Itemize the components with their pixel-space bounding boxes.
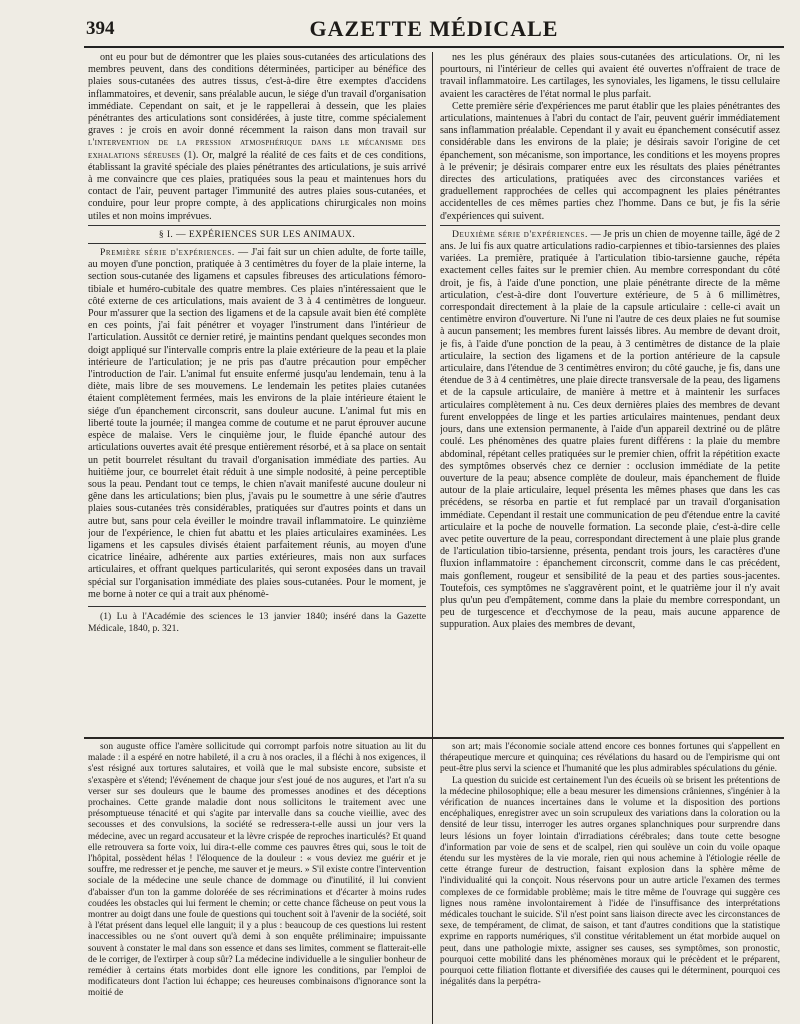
paragraph: La question du suicide est certainement l'un des écueils où se brisent les prétentions de la médecine philosophique; elle a beau mesurer les dimensions crâniennes, s'ingénier à la vérification de nuances incertaines dans le volume et la disposition des portions encéphaliques, enregistrer avec un soin scrupuleux des variations dans la coloration ou la densité de leur tissu, interroger les autres organes splanchniques pour surprendre dans leurs lésions un foyer lointain d'irradiations cérébrales; dans toute cette besogne d'information par voie de sens et de scalpel, rien qui soulève un coin du voile opaque étendu sur les mystères de la vie morale, rien qui nous achemine à l'étiologie réelle de cette étrange fureur de destruction, faisant explosion dans la sphère même de l'individualité qui la conçoit. Nous réservons pour un autre article l'examen des termes complexes de ce formidable problème; mais le titre même de l'ouvrage qui suggère ces lignes nous ramène involontairement à l'idée de l'insuffisance des interprétations médicales touchant le suicide. S'il n'est point sans liaison directe avec les circonstances de sexe, de tempérament, de climat, de saison, et tant d'autres conditions que la statistique exprime en rapports numériques, s'il constitue véritablement un état morbide auquel on peut, dans une pathologie mixte, assigner ses causes, ses symptômes, son pronostic, pourquoi cette mobilité dans les phénomènes moraux qui le précèdent et le préparent, pourquoi cette filiation flottante et diversifiée des causes qui le déterminent, pourquoi ces inégalités dans la perpétra- bbox=[440, 775, 780, 988]
section-rule bbox=[440, 225, 780, 226]
series-lead: Deuxième série d'expériences. bbox=[452, 228, 589, 240]
section-rule bbox=[88, 243, 426, 244]
footnote: (1) Lu à l'Académie des sciences le 13 janvier 1840; inséré dans la Gazette Médicale, 1840, p. 321. bbox=[88, 610, 426, 634]
page-number: 394 bbox=[86, 18, 115, 39]
paragraph: son auguste office l'amère sollicitude qui corrompt parfois notre situation au lit du malade : il a espéré en notre habileté, il a cru à nos oracles, il a fléchi à nos exigences, il s'est résigné aux tortures salutaires, et voilà que le mal subsiste encore, subsiste et s'exaspère et s'étend; l'événement de chaque jour s'est joué de nos augures, et l'art n'a su verser sur ses douleurs que le baume des promesses anodines et des déceptions prochaines. Cette grande maladie dont nous sollicitons le traitement avec une présomptueuse ténacité et qui s'agite par intervalle dans sa couche vieillie, avec des secousses et des convulsions, la société se redressera-t-elle aussi un jour vers la médecine, avec un regard accusateur et la lèvre crispée de reproches inarticulés? Et quand elle retrouvera sa forte voix, lui dira-t-elle comme ces pauvres êtres qui, sous le toit de l'hôpital, possèdent hélas ! l'éloquence de la douleur : « vous deviez me guérir et je souffre, me redresser et je penche, me sauver et je meurs. » S'il existe contre l'intervention sociale de la médecine une seule chance de dommage ou d'inutilité, il lui convient d'abaisser d'un ton la gamme doloréée de ses récriminations et d'écarter à moins rudes coudées les obstacles qui lui ferment le chemin; or cette chance fâcheuse on peut vous la montrer au doigt dans une foule de questions qui touchent soit à l'avenir de la société, soit à l'état présent dans lequel elle languit; il y a plus : beaucoup de ces questions lui restent inaccessibles ou ne s'ont ouvert qu'à demi à son enquête préliminaire; impuissante souvent à constater le mal dans son essence et dans ses limites, comment se flatterait-elle de le corriger, de l'extirper à coup sûr? La médecine individuelle a le singulier bonheur de remédier à certains états morbides dont elle ignore les conditions, par l'emploi de modificateurs dont l'action lui échappe; ces heureuses combinaisons d'ignorance sont la moitié de bbox=[88, 742, 426, 999]
page-header bbox=[84, 10, 784, 48]
paragraph: ont eu pour but de démontrer que les plaies sous-cutanées des articulations des membres peuvent, dans des conditions déterminées, participer au bénéfice des plaies sous-cutanées des autres tissus, c'est-à-dire être exemptes d'accidens inflammatoires, et devenir, sans préalable aucun, le siége d'un travail d'organisation immédiate. Cependant on sait, et je le rappellerai à dessein, que les plaies pénétrantes des articulations sont considérées, à juste titre, comme spécialement graves : je crois en avoir donné récemment la raison dans mon travail sur l'intervention de la pression atmosphérique dans le mécanisme des exhalations séreuses (1). Or, malgré la réalité de ces faits et de ces conditions, établissant la gravité spéciale des plaies pénétrantes des articulations, je suis arrivé à me convaincre que ces plaies, pratiquées sous la peau et maintenues hors du contact de l'air, peuvent partager l'immunité des autres plaies sous-cutanées, et conduire, pour leur propre compte, à des applications chirurgicales non moins utiles et non moins imprévues. bbox=[88, 52, 426, 222]
paragraph: Cette première série d'expériences me parut établir que les plaies pénétrantes des articulations, maintenues à l'abri du contact de l'air, peuvent guérir immédiatement sans inflammation préalable. Cependant il y avait eu épanchement consécutif assez considérable dans les environs de la plaie; je désirais savoir l'origine de cet épanchement, son mécanisme, son importance, les conditions et les moyens propres à le prévenir; je désirais comparer entre eux les résultats des plaies pénétrantes directes des articulations, pratiquées avec des circonstances variées et graduellement rapprochées de celles qui accompagnent les plaies pénétrantes accidentelles de ces mêmes parties chez l'homme. Dans ce but, je fis la série d'expériences qui suivent. bbox=[440, 100, 780, 222]
paragraph: son art; mais l'économie sociale attend encore ces bonnes fortunes qui s'appellent en thérapeutique mercure et quinquina; ces révélations du hasard ou de l'empirisme qui ont peut-être plus servi la science et l'humanité que les plus admirables spéculations du génie. bbox=[440, 742, 780, 775]
paragraph: nes les plus généraux des plaies sous-cutanées des articulations. Or, ni les pourtours, ni l'intérieur de celles qui avaient été ouvertes n'offraient de trace de travail inflammatoire. Les cartilages, les synoviales, les ligamens, le tissu cellulaire avaient les caractères de l'état normal le plus parfait. bbox=[440, 52, 780, 100]
emphasis-caps: l'intervention de la pression atmosphérique dans le mécanisme des exhalations séreuses bbox=[88, 137, 426, 161]
article-column-right bbox=[440, 52, 780, 740]
footnote-rule bbox=[88, 606, 426, 607]
masthead-title: GAZETTE MÉDICALE bbox=[309, 16, 559, 41]
article-column-left bbox=[88, 52, 426, 700]
column-divider bbox=[432, 52, 433, 1024]
series-lead: Première série d'expériences. bbox=[100, 247, 235, 259]
feuilleton-column-left bbox=[88, 742, 426, 1024]
paragraph: Première série d'expériences. — J'ai fait sur un chien adulte, de forte taille, au moyen d'une ponction, pratiquée à 3 centimètres du foyer de la plaie interne, la section sous-cutanée des ligamens et capsules fibreuses des articulations fémoro-tibiale et huméro-cubitale des quatre membres. Ces plaies n'intéressaient que le côté externe de ces articulations, mais avaient de 3 à 4 centimètres de longueur. Pour m'assurer que la section des ligamens et de la capsule avait bien été complète en ces points, j'ai fait pénétrer et voyager l'instrument dans l'intérieur de l'articulation. Aussitôt ce dernier retiré, je maintins pendant quelques secondes mon doigt appliqué sur l'intervalle compris entre la plaie extérieure de la peau et la plaie intérieure de l'articulation; je ne pris pas d'autre précaution pour empêcher l'introduction de l'air. L'animal fut ensuite enfermé jusqu'au lendemain, tenu à la diète, mais libre de ses mouvemens. Le lendemain les petites plaies cutanées étaient complètement fermées, mais les environs de la plaie intérieure étaient le siége d'un épanchement circonscrit, sans douleur aucune. L'animal fut mis en liberté toute la journée; il mangea comme de coutume et ne parut éprouver aucune espèce de malaise. Vers le cinquième jour, le fluide épanché autour des articulations ouvertes avait été presque entièrement résorbé, et à sa place on sentait un petit bourrelet résultant du travail d'organisation immédiate des parties. Au huitième jour, ce bourrelet était réduit à une simple nodosité, à peine perceptible sous la peau. Pendant tout ce temps, le chien n'avait manifesté aucune douleur ni gêne dans les articulations; bien plus, j'avais pu le soumettre à une série d'autres plaies sous-cutanées très considérables, pratiquées sur d'autres points et dans un autre but, sans pour cela éveiller le moindre travail inflammatoire. Le quinzième jour de l'expérience, le chien fut abattu et les plaies articulaires examinées. Les ligamens et les capsules divisés étaient parfaitement réunis, au moyen d'une cicatrice linéaire, adhérente aux parties extérieures, mais non aux surfaces articulaires, et offrant quelques particularités, qui seront exposées dans un travail spécial sur l'organisation immédiate des plaies sous-cutanées. Pour le moment, je me borne à noter ce qui a trait aux phénomè- bbox=[88, 247, 426, 600]
section-rule bbox=[88, 225, 426, 226]
feuilleton-column-right bbox=[440, 742, 780, 1024]
paragraph: Deuxième série d'expériences. — Je pris un chien de moyenne taille, âgé de 2 ans. Je lui fis aux quatre articulations radio-carpiennes et tibio-tarsiennes des plaies variées. La première, pratiquée à l'articulation tibio-tarsienne gauche, répéta exactement celles faites sur le premier chien. Au membre correspondant du côté droit, je fis, à l'aide d'une ponction, une plaie pénétrante directe de la même articulation, c'est-à-dire dont l'ouverture extérieure, de 5 à 6 millimètres, correspondait directement à la plaie de la capsule articulaire : celle-ci avait un centimètre environ d'ouverture. Ni l'une ni l'autre de ces deux plaies ne fut soumise à aucun pansement; les membres furent laissés libres. Au membre de devant droit, je fis, à l'aide d'une ponction de la peau, à 3 centimètres de distance de la plaie articulaire, la section des ligamens et de la portion antérieure de la capsule articulaire, dans l'étendue de 3 centimètres environ; du côté gauche, je fis, dans une étendue de 3 à 4 centimètres, une plaie directe transversale de la peau, des ligamens et de la capsule articulaire, de manière à mettre et à maintenir les surfaces articulaires complètement à nu. Ces deux dernières plaies des membres de devant furent enveloppées de linge et les parties articulaires maintenues, pendant deux jours, dans une extension permanente, à l'aide d'un appareil dextriné ou de plâtre coulé. Les phénomènes des quatre plaies furent différens : la plaie du membre abdominal, répétant celles pratiquées sur le premier chien, offrit la répétition exacte des symptômes observés chez ce dernier : occlusion immédiate de la petite ouverture de la peau; absence complète de douleur, mais épanchement de fluide autour de la plaie articulaire, lequel présenta les mêmes phases que dans les cas précédens, se résorba en partie et fut remplacé par un travail d'organisation immédiate. Cependant il restait une communication de peu d'étendue entre la cavité articulaire et la poche de nouvelle formation. La seconde plaie, c'est-à-dire celle avec petite ouverture de la peau, correspondant directement à une plaie plus grande de l'articulation tibio-tarsienne, présenta, pendant trois jours, les caractères d'une fluxion inflammatoire : épanchement circonscrit, comme dans le cas précédent, mais gonflement, rougeur et sensibilité de la peau et des parties sous-jacentes. Toutefois, ces symptômes ne s'aggravèrent point, et le quatrième jour il n'y avait plus qu'un peu d'empâtement, comme dans la plaie du membre correspondant, un peu de turgescence et d'ecchymose de la peau, mais aucune apparence de suppuration. Aux plaies des membres de devant, bbox=[440, 228, 780, 631]
section-heading: § I. — EXPÉRIENCES SUR LES ANIMAUX. bbox=[158, 228, 356, 240]
